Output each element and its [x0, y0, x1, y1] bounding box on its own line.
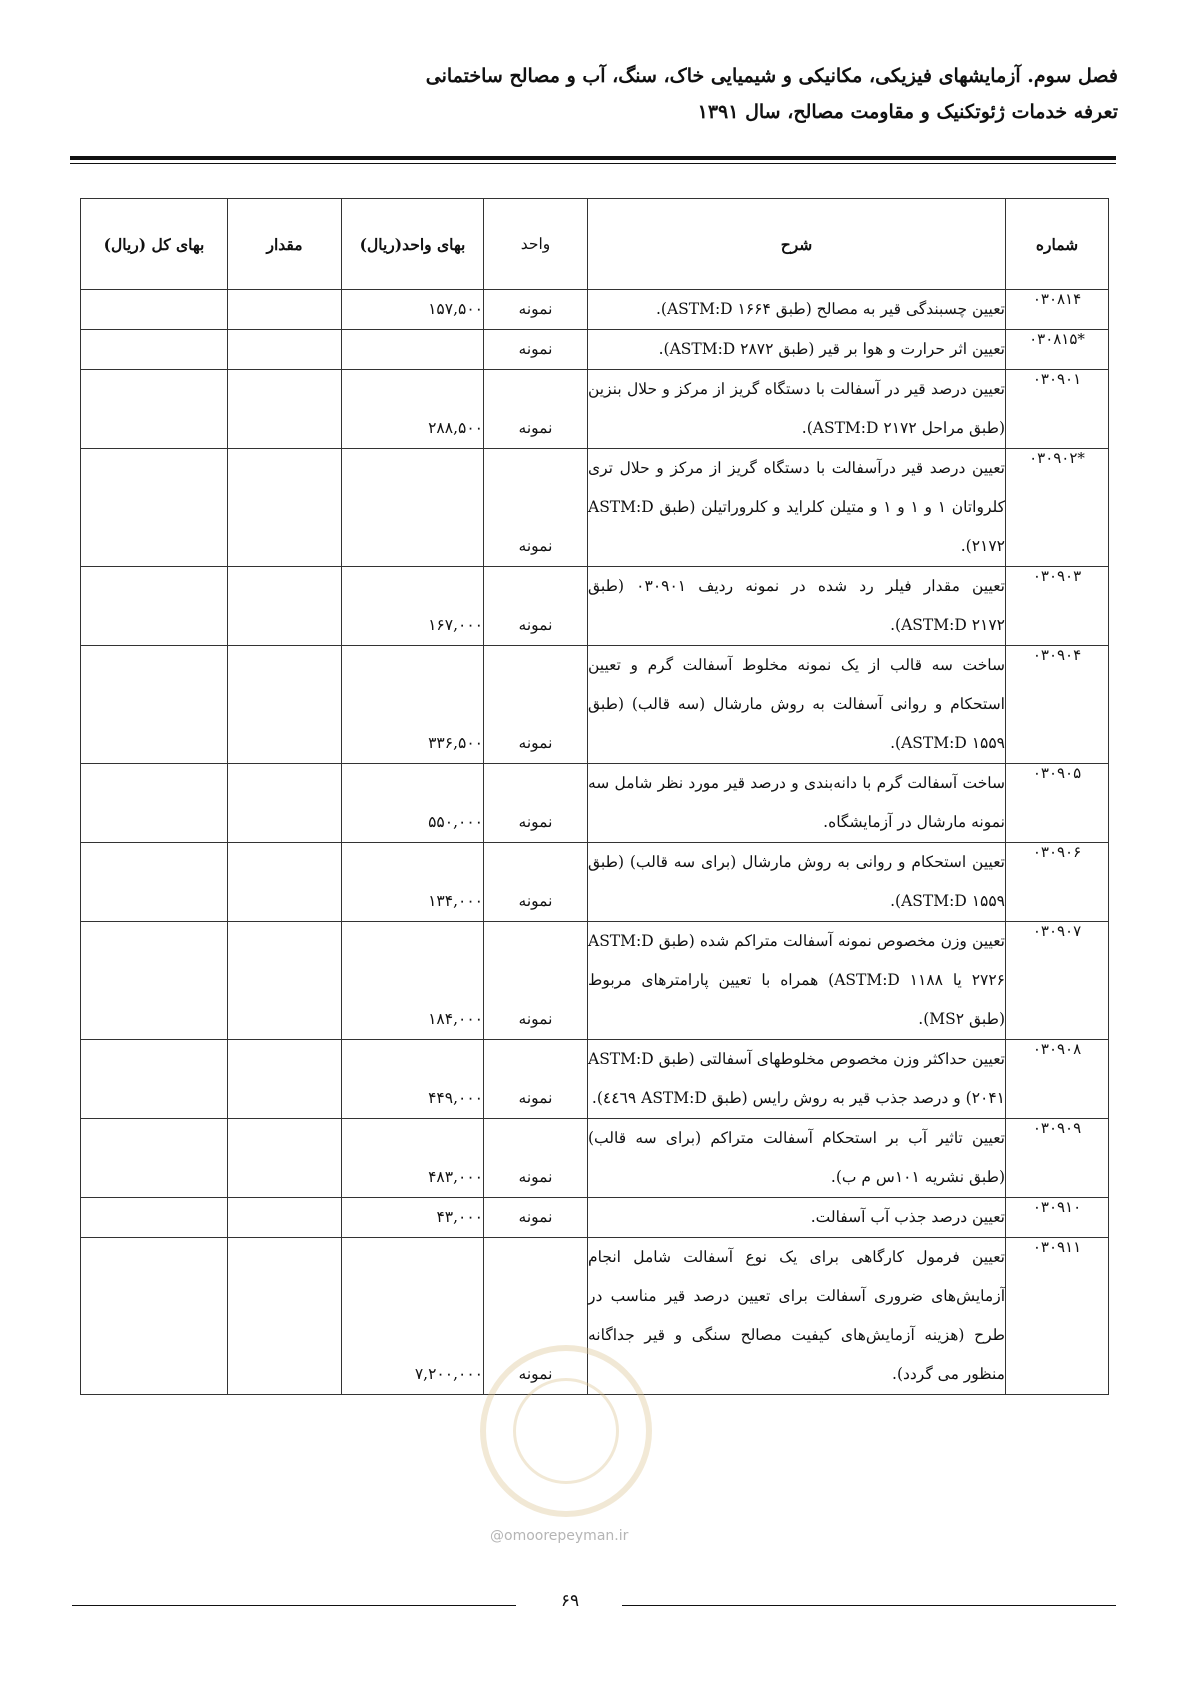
row-total-price: [81, 922, 228, 1040]
footer-rule-right: [622, 1605, 1116, 1606]
row-quantity: [228, 646, 342, 764]
row-unit-price: ۵۵۰,۰۰۰: [342, 764, 484, 843]
col-header-unit-price: بهای واحد(ریال): [342, 199, 484, 290]
row-total-price: [81, 646, 228, 764]
watermark-text: @omoorepeyman.ir: [490, 1528, 629, 1544]
table-row: [81, 764, 1109, 843]
header-rule-thick: [70, 156, 1116, 160]
row-description: ساخت آسفالت گرم با دانه‌بندی و درصد قیر مورد نظر شامل سه نمونه مارشال در آزمایشگاه.: [588, 764, 1006, 843]
row-quantity: [228, 1238, 342, 1395]
row-total-price: [81, 1119, 228, 1198]
row-unit-price: ۴۴۹,۰۰۰: [342, 1040, 484, 1119]
footer-rule-left: [72, 1605, 516, 1606]
tariff-table: [80, 198, 1109, 1395]
watermark-seal: [480, 1345, 652, 1517]
row-unit-price: ۴۳,۰۰۰: [342, 1198, 484, 1238]
row-unit: نمونه: [484, 1040, 588, 1119]
row-code: ۰۳۰۹۰۹: [1006, 1119, 1109, 1198]
row-quantity: [228, 370, 342, 449]
header-rule-thin: [70, 163, 1116, 164]
row-quantity: [228, 1119, 342, 1198]
table-body: [81, 290, 1109, 1395]
row-description: تعیین وزن مخصوص نمونه آسفالت متراکم شده (طبق ASTM:D ۲۷۲۶ یا ASTM:D ۱۱۸۸) همراه با تعیین پارامترهای مربوط (طبق MS۲).: [588, 922, 1006, 1040]
col-header-code: شماره: [1006, 199, 1109, 290]
row-quantity: [228, 922, 342, 1040]
row-unit-price: [342, 449, 484, 567]
row-description: تعیین تاثیر آب بر استحکام آسفالت متراکم (برای سه قالب) (طبق نشریه ۱۰۱س م ب).: [588, 1119, 1006, 1198]
row-unit: نمونه: [484, 330, 588, 370]
table-row: [81, 646, 1109, 764]
chapter-title: فصل سوم. آزمایشهای فیزیکی، مکانیکی و شیمیایی خاک، سنگ، آب و مصالح ساختمانی: [425, 65, 1118, 87]
row-unit: نمونه: [484, 843, 588, 922]
row-unit-price: ۳۳۶,۵۰۰: [342, 646, 484, 764]
row-unit-price: ۷,۲۰۰,۰۰۰: [342, 1238, 484, 1395]
row-unit: نمونه: [484, 1119, 588, 1198]
row-description: تعیین حداکثر وزن مخصوص مخلوطهای آسفالتی (طبق ASTM:D ۲۰۴۱) و درصد جذب قیر به روش رایس (طبق ASTM:D ٤٤٦٩).: [588, 1040, 1006, 1119]
row-unit: نمونه: [484, 1198, 588, 1238]
table-row: [81, 1198, 1109, 1238]
row-total-price: [81, 764, 228, 843]
row-unit: نمونه: [484, 764, 588, 843]
row-code: ۰۳۰۹۰۳: [1006, 567, 1109, 646]
table-row: [81, 922, 1109, 1040]
row-total-price: [81, 567, 228, 646]
row-unit-price: [342, 330, 484, 370]
col-header-qty: مقدار: [228, 199, 342, 290]
row-description: تعیین فرمول کارگاهی برای یک نوع آسفالت شامل انجام آزمایش‌های ضروری آسفالت برای تعیین درصد قیر مناسب در طرح (هزینه آزمایش‌های کیفیت مصالح سنگی و قیر جداگانه منظور می گردد).: [588, 1238, 1006, 1395]
row-description: تعیین اثر حرارت و هوا بر قیر (طبق ASTM:D ۲۸۷۲).: [588, 330, 1006, 370]
row-unit: نمونه: [484, 370, 588, 449]
tariff-title: تعرفه خدمات ژئوتکنیک و مقاومت مصالح، سال ۱۳۹۱: [697, 101, 1118, 123]
row-quantity: [228, 1040, 342, 1119]
row-unit-price: ۱۳۴,۰۰۰: [342, 843, 484, 922]
row-unit: نمونه: [484, 567, 588, 646]
row-description: ساخت سه قالب از یک نمونه مخلوط آسفالت گرم و تعیین استحکام و روانی آسفالت به روش مارشال (سه قالب) (طبق ASTM:D ۱۵۵۹).: [588, 646, 1006, 764]
row-code: ۰۳۰۹۰۴: [1006, 646, 1109, 764]
col-header-desc: شرح: [588, 199, 1006, 290]
table-row: [81, 1119, 1109, 1198]
table-row: [81, 290, 1109, 330]
col-header-total: بهای کل (ریال): [81, 199, 228, 290]
table-header-row: [81, 199, 1109, 290]
page-number: ۶۹: [560, 1591, 580, 1611]
row-total-price: [81, 370, 228, 449]
row-total-price: [81, 1238, 228, 1395]
row-code: ۰۳۰۹۰۷: [1006, 922, 1109, 1040]
row-unit-price: ۴۸۳,۰۰۰: [342, 1119, 484, 1198]
row-unit: نمونه: [484, 1238, 588, 1395]
table-row: [81, 330, 1109, 370]
row-unit-price: ۱۶۷,۰۰۰: [342, 567, 484, 646]
row-description: تعیین درصد قیر درآسفالت با دستگاه گریز از مرکز و حلال تری کلرواتان ۱ و ۱ و ۱ و متیلن کلراید و کلروراتیلن (طبق ASTM:D ۲۱۷۲).: [588, 449, 1006, 567]
row-description: تعیین استحکام و روانی به روش مارشال (برای سه قالب) (طبق ASTM:D ۱۵۵۹).: [588, 843, 1006, 922]
row-quantity: [228, 290, 342, 330]
row-quantity: [228, 843, 342, 922]
row-total-price: [81, 843, 228, 922]
row-unit-price: ۱۵۷,۵۰۰: [342, 290, 484, 330]
row-code: ۰۳۰۹۱۰: [1006, 1198, 1109, 1238]
table-row: [81, 449, 1109, 567]
row-quantity: [228, 567, 342, 646]
row-code: *۰۳۰۸۱۵: [1006, 330, 1109, 370]
row-description: تعیین درصد قیر در آسفالت با دستگاه گریز از مرکز و حلال بنزین (طبق مراحل ASTM:D ۲۱۷۲).: [588, 370, 1006, 449]
row-quantity: [228, 330, 342, 370]
row-description: تعیین مقدار فیلر رد شده در نمونه ردیف ۰۳۰۹۰۱ (طبق ASTM:D ۲۱۷۲).: [588, 567, 1006, 646]
row-quantity: [228, 449, 342, 567]
row-code: ۰۳۰۹۰۶: [1006, 843, 1109, 922]
row-total-price: [81, 1198, 228, 1238]
row-total-price: [81, 330, 228, 370]
row-unit: نمونه: [484, 290, 588, 330]
row-code: ۰۳۰۹۰۵: [1006, 764, 1109, 843]
row-unit: نمونه: [484, 646, 588, 764]
row-unit: نمونه: [484, 922, 588, 1040]
row-code: ۰۳۰۸۱۴: [1006, 290, 1109, 330]
table-row: [81, 1040, 1109, 1119]
table-row: [81, 370, 1109, 449]
row-code: ۰۳۰۹۰۸: [1006, 1040, 1109, 1119]
col-header-unit: واحد: [484, 199, 588, 290]
row-description: تعیین چسبندگی قیر به مصالح (طبق ASTM:D ۱۶۶۴).: [588, 290, 1006, 330]
row-total-price: [81, 290, 228, 330]
row-quantity: [228, 1198, 342, 1238]
row-quantity: [228, 764, 342, 843]
row-description: تعیین درصد جذب آب آسفالت.: [588, 1198, 1006, 1238]
row-total-price: [81, 449, 228, 567]
row-unit-price: ۲۸۸,۵۰۰: [342, 370, 484, 449]
row-total-price: [81, 1040, 228, 1119]
table-row: [81, 843, 1109, 922]
table-row: [81, 567, 1109, 646]
row-unit: نمونه: [484, 449, 588, 567]
row-code: ۰۳۰۹۱۱: [1006, 1238, 1109, 1395]
page-header: [72, 58, 1118, 130]
row-code: ۰۳۰۹۰۱: [1006, 370, 1109, 449]
row-code: *۰۳۰۹۰۲: [1006, 449, 1109, 567]
row-unit-price: ۱۸۴,۰۰۰: [342, 922, 484, 1040]
